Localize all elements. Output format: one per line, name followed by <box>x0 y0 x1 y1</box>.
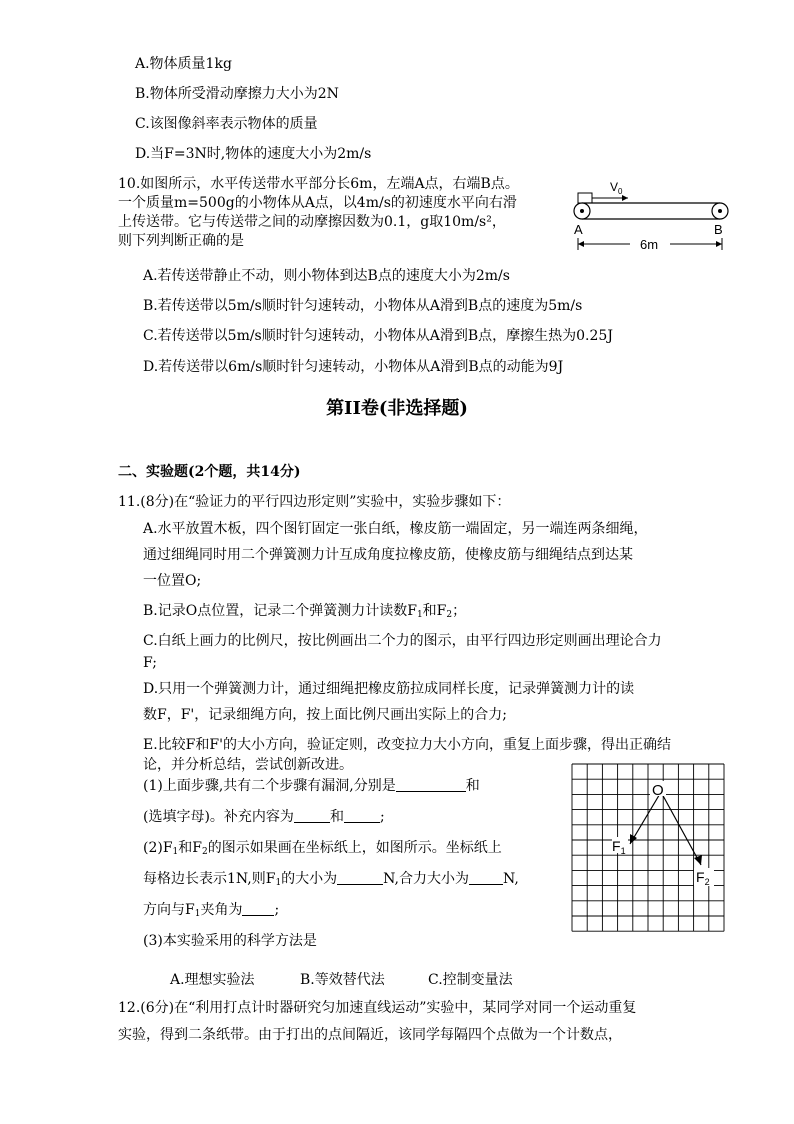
force-f1-arrow <box>630 792 661 844</box>
q12-stem-line-2: 实验，得到二条纸带。由于打出的点间隔近，该同学每隔四个点做为一个计数点， <box>118 1027 622 1043</box>
right-pulley-axle <box>718 209 722 213</box>
f2-label: $F_2$ <box>696 869 710 887</box>
origin-label: O <box>652 782 664 799</box>
q9-option-a: A.物体质量1kg <box>135 56 232 72</box>
answer-blank-resultant[interactable] <box>469 870 503 885</box>
q11-step-b: B.记录O点位置，记录二个弹簧测力计读数$F_1$和$F_2$； <box>143 603 467 620</box>
section2-heading: 二、实验题(2个题，共14分) <box>118 464 301 480</box>
velocity-arrowhead <box>622 195 628 201</box>
force-f1-arrowhead <box>630 834 637 844</box>
q10-stem-line-2: 一个质量m=500g的小物体从A点，以4m/s的初速度水平向右滑 <box>118 195 517 211</box>
answer-blank-content-2[interactable] <box>344 808 380 823</box>
q10-stem-line-1: 10.如图所示，水平传送带水平部分长6m，左端A点，右端B点。 <box>118 176 519 192</box>
q11-choice-b: B.等效替代法 <box>300 972 385 988</box>
q10-stem-line-4: 则下列判断正确的是 <box>118 233 244 249</box>
force-grid-figure <box>570 762 726 938</box>
q11-step-d-line-1: D.只用一个弹簧测力计，通过细绳把橡皮筋拉成同样长度，记录弹簧测力计的读 <box>143 681 635 697</box>
q11-step-c-line-2: F; <box>143 655 157 671</box>
q11-choice-a: A.理想实验法 <box>170 972 255 988</box>
q11-part1-line-2: (选填字母)。补充内容为 和 ; <box>143 809 385 825</box>
grid-lines <box>572 764 724 931</box>
answer-blank-f1-magnitude[interactable] <box>337 870 383 885</box>
conveyor-block <box>578 193 592 203</box>
q10-option-d: D.若传送带以6m/s顺时针匀速转动，小物体从A滑到B点的动能为9J <box>143 359 564 375</box>
q11-part2-line-2: 每格边长表示1N,则$F_1$的大小为 N,合力大小为 N, <box>143 871 519 888</box>
q10-option-b: B.若传送带以5m/s顺时针匀速转动，小物体从A滑到B点的速度为5m/s <box>143 298 583 314</box>
q11-part2-line-3: 方向与$F_1$夹角为 ; <box>143 902 280 919</box>
f1-label: $F_1$ <box>612 838 626 856</box>
q12-stem-line-1: 12.(6分)在“利用打点计时器研究匀加速直线运动”实验中，某同学对同一个运动重复 <box>118 1000 637 1016</box>
conveyor-belt-figure <box>566 176 738 254</box>
q11-step-a-line-3: 一位置O; <box>143 573 202 589</box>
q9-option-b: B.物体所受滑动摩擦力大小为2N <box>135 86 339 102</box>
q11-step-d-line-2: 数F，F'，记录细绳方向，按上面比例尺画出实际上的合力; <box>143 707 507 723</box>
left-pulley-axle <box>580 209 584 213</box>
point-b-label: B <box>714 222 723 237</box>
q10-stem-line-3: 上传送带。它与传送带之间的动摩擦因数为0.1，g取10m/s²， <box>118 214 506 230</box>
answer-blank-step-1[interactable] <box>396 777 466 792</box>
force-f2-arrowhead <box>694 855 702 865</box>
q9-option-d: D.当F=3N时,物体的速度大小为2m/s <box>135 146 372 162</box>
q10-option-a: A.若传送带静止不动，则小物体到达B点的速度大小为2m/s <box>143 268 510 284</box>
q11-step-a-line-1: A.水平放置木板，四个图钉固定一张白纸，橡皮筋一端固定，另一端连两条细绳， <box>143 521 648 537</box>
velocity-label: $V_0$ <box>610 180 623 196</box>
q11-step-c-line-1: C.白纸上画力的比例尺，按比例画出二个力的图示，由平行四边形定则画出理论合力 <box>143 633 662 649</box>
q11-part1-line-1: (1)上面步骤,共有二个步骤有漏洞,分别是 和 <box>143 778 480 794</box>
q11-choice-c: C.控制变量法 <box>428 972 513 988</box>
q11-step-e-line-1: E.比较F和F'的大小方向，验证定则，改变拉力大小方向，重复上面步骤，得出正确结 <box>143 737 671 753</box>
point-a-label: A <box>574 222 583 237</box>
q11-stem: 11.(8分)在“验证力的平行四边形定则”实验中，实验步骤如下： <box>118 494 511 510</box>
answer-blank-angle[interactable] <box>242 901 274 916</box>
q11-part3: (3)本实验采用的科学方法是 <box>143 933 317 949</box>
length-label: 6m <box>640 237 659 252</box>
q11-step-e-line-2: 论，并分析总结，尝试创新改进。 <box>143 757 353 773</box>
q10-option-c: C.若传送带以5m/s顺时针匀速转动，小物体从A滑到B点，摩擦生热为0.25J <box>143 328 613 344</box>
dimension-arrow-right <box>716 241 722 247</box>
q11-part2-line-1: $(2)F_1$和$F_2$的图示如果画在坐标纸上，如图所示。坐标纸上 <box>143 840 502 857</box>
q11-step-a-line-2: 通过细绳同时用二个弹簧测力计互成角度拉橡皮筋，使橡皮筋与细绳结点到达某 <box>143 547 633 563</box>
q9-option-c: C.该图像斜率表示物体的质量 <box>135 116 318 132</box>
part2-title: 第II卷(非选择题) <box>326 398 468 419</box>
dimension-arrow-left <box>578 241 584 247</box>
force-f2-arrow <box>661 792 701 865</box>
answer-blank-content-1[interactable] <box>294 808 330 823</box>
